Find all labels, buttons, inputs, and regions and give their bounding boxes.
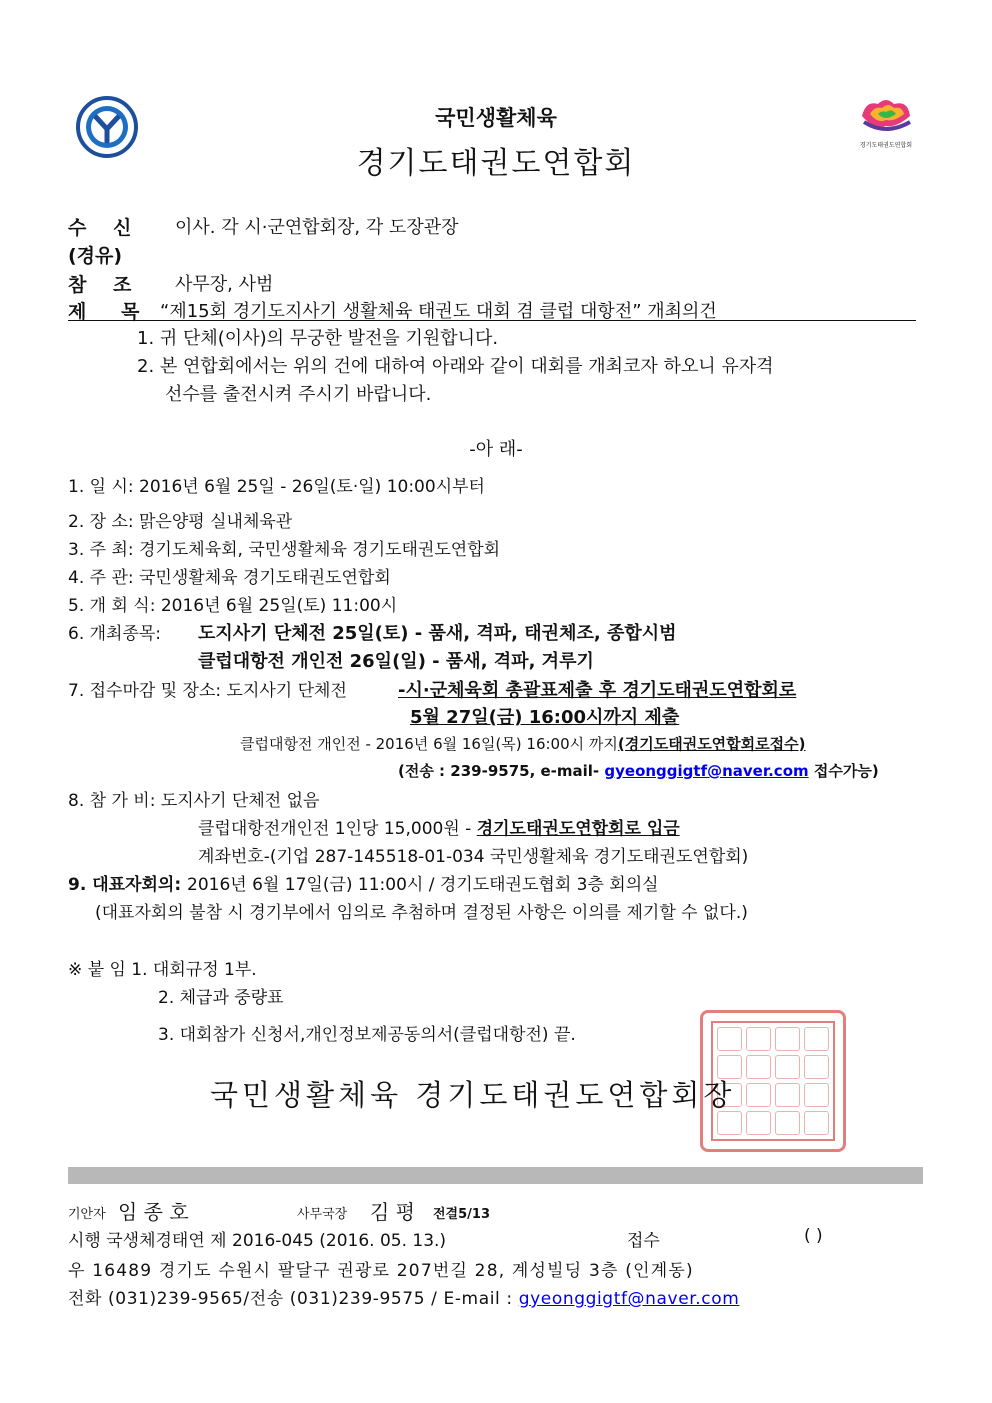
- item-7-label: 7. 접수마감 및 장소: 도지사기 단체전: [68, 681, 347, 701]
- receipt-label: 접수: [627, 1231, 660, 1251]
- address-line: 우 16489 경기도 수원시 팔달구 권광로 207번길 28, 계성빌딩 3층 (인계동): [68, 1261, 694, 1281]
- item-7-d-post: 접수가능): [808, 762, 879, 780]
- subject-label: 제 목: [68, 301, 154, 323]
- item-8-b: [198, 814, 680, 839]
- contact-text: 전화 (031)239-9565/전송 (031)239-9575 / E-mail :: [68, 1289, 519, 1309]
- colorful-logo-icon: [856, 96, 916, 132]
- item-2: 2. 장 소: 맑은양평 실내체육관: [68, 512, 293, 532]
- right-logo: [846, 96, 926, 156]
- item-7-c-underlined: (경기도태권도연합회로접수): [617, 735, 806, 753]
- item-6-a: 도지사기 단체전 25일(토) - 품새, 격파, 태권체조, 종합시범: [198, 623, 677, 644]
- item-8-c: 계좌번호-(기업 287-145518-01-034 국민생활체육 경기도태권도연합회): [198, 847, 749, 867]
- below-heading: -아 래-: [469, 439, 523, 460]
- to-value: 이사. 각 시·군연합회장, 각 도장관장: [175, 217, 459, 238]
- email-link[interactable]: gyeonggigtf@naver.com: [604, 762, 809, 780]
- approval-note: 전결5/13: [433, 1207, 491, 1222]
- item-8-b-text: 클럽대항전개인전 1인당 15,000원 -: [198, 819, 477, 839]
- item-8-a: 8. 참 가 비: 도지사기 단체전 없음: [68, 791, 320, 811]
- item-7-a: -시·군체육회 총괄표제출 후 경기도태권도연합회로: [398, 680, 797, 701]
- ref-value: 사무장, 사범: [175, 274, 274, 295]
- attach-3: 3. 대회참가 신청서,개인정보제공동의서(클럽대항전) 끝.: [158, 1025, 576, 1045]
- receipt-paren: ( ): [804, 1226, 823, 1246]
- item-7-d: [398, 760, 879, 781]
- secretary-label: 사무국장: [297, 1207, 348, 1222]
- item-6-label: 6. 개최종목:: [68, 624, 162, 644]
- attach-2: 2. 체급과 중량표: [158, 988, 284, 1008]
- item-7-c: [240, 733, 805, 754]
- body-paragraph-2-cont: 선수를 출전시켜 주시기 바랍니다.: [165, 384, 432, 405]
- via-label: (경유): [68, 245, 123, 267]
- to-label: 수 신: [68, 217, 142, 239]
- body-paragraph-2: 2. 본 연합회에서는 위의 건에 대하여 아래와 같이 대회를 개최코자 하오니 유자격: [137, 356, 774, 377]
- header-title: 경기도태권도연합회: [356, 146, 636, 181]
- body-paragraph-1: 1. 귀 단체(이사)의 무궁한 발전을 기원합니다.: [137, 328, 499, 349]
- drafter-name: 임 종 호: [118, 1200, 189, 1224]
- attach-1: ※ 붙 임 1. 대회규정 1부.: [68, 960, 257, 980]
- item-9-b: (대표자회의 불참 시 경기부에서 임의로 추첨하며 결정된 사항은 이의를 제기할 수 없다.): [95, 903, 748, 923]
- item-7-d-text: (전송 : 239-9575, e-mail-: [398, 762, 605, 780]
- item-5: 5. 개 회 식: 2016년 6월 25일(토) 11:00시: [68, 596, 398, 616]
- item-9-a: [68, 870, 659, 895]
- footer-band: [68, 1167, 923, 1184]
- item-9-text: 2016년 6월 17일(금) 11:00시 / 경기도태권도협회 3층 회의실: [187, 875, 659, 895]
- item-9-label: 9. 대표자회의:: [68, 875, 188, 895]
- item-4: 4. 주 관: 국민생활체육 경기도태권도연합회: [68, 568, 391, 588]
- signature: 국민생활체육 경기도태권도연합회장: [210, 1078, 736, 1112]
- footer-email-link[interactable]: gyeonggigtf@naver.com: [518, 1289, 740, 1309]
- header-subtitle: 국민생활체육: [435, 106, 557, 130]
- item-7-c-text: 클럽대항전 개인전 - 2016년 6월 16일(목) 16:00시 까지: [240, 735, 618, 753]
- item-6-b: 클럽대항전 개인전 26일(일) - 품새, 격파, 겨루기: [198, 651, 594, 672]
- subject-rule: [68, 320, 916, 321]
- item-1: 1. 일 시: 2016년 6월 25일 - 26일(토·일) 10:00시부터: [68, 477, 485, 497]
- contact-line: [68, 1284, 739, 1309]
- ref-label: 참 조: [68, 274, 142, 296]
- item-3: 3. 주 최: 경기도체육회, 국민생활체육 경기도태권도연합회: [68, 540, 501, 560]
- drafter-label: 기안자: [68, 1207, 106, 1222]
- secretary-name: 김 평: [370, 1200, 415, 1224]
- right-logo-text: 경기도태권도연합회: [859, 142, 913, 149]
- subject-value: “제15회 경기도지사기 생활체육 태권도 대회 겸 클럽 대항전” 개최의건: [160, 301, 717, 322]
- issue-line: 시행 국생체경태연 제 2016-045 (2016. 05. 13.): [68, 1231, 447, 1251]
- item-8-b-underlined: 경기도태권도연합회로 입금: [476, 819, 680, 839]
- item-7-b: 5월 27일(금) 16:00시까지 제출: [410, 707, 680, 728]
